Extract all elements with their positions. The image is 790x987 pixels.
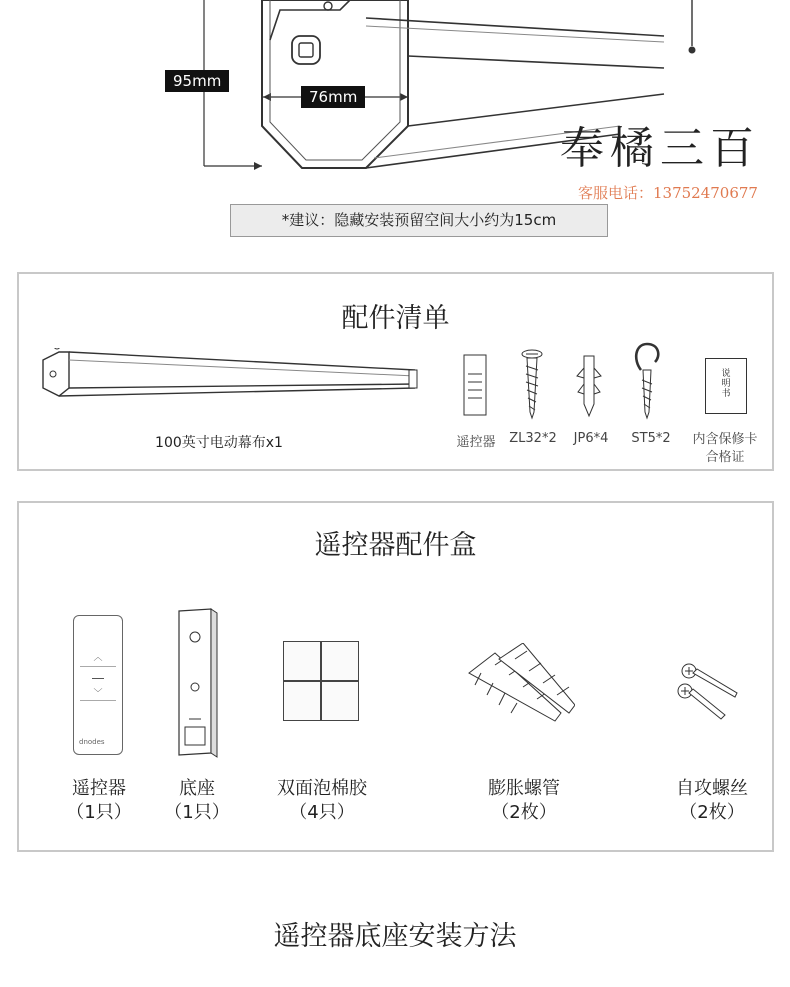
screen-tube-illustration: [39, 348, 439, 408]
item-label-manual-line1: 内含保修卡: [692, 432, 758, 447]
width-dimension-label: 76mm: [301, 86, 365, 108]
height-dimension-label: 95mm: [165, 70, 229, 92]
foam-tape-illustration: [283, 641, 359, 721]
item-caption-expansion: [471, 777, 577, 825]
item-label-zl32: ZL32*2: [509, 431, 557, 446]
remote-divider: [80, 666, 116, 667]
brand-logo: 奉橘三百: [560, 123, 760, 174]
screen-caption: 100英寸电动幕布x1: [155, 435, 283, 451]
service-phone: 客服电话：13752470677: [578, 184, 758, 202]
chevron-up-icon: ︿: [93, 653, 103, 663]
manual-book-text: 说明书: [721, 369, 731, 399]
item-label-st5: ST5*2: [631, 431, 671, 446]
install-method-title: 遥控器底座安装方法: [273, 921, 517, 952]
foam-pad: [283, 681, 321, 721]
accessory-list-title: 配件清单: [341, 303, 450, 334]
item-qty: （2枚）: [679, 802, 745, 823]
item-label-manual-line2: 合格证: [705, 450, 745, 465]
foam-pad: [321, 641, 359, 681]
expansion-tube-illustration: [465, 643, 575, 733]
remote-base-illustration: [165, 607, 245, 761]
item-qty: （1只）: [66, 802, 132, 823]
accessory-list-panel: [17, 272, 774, 471]
hook-screw-icon: [631, 340, 665, 420]
installation-note: *建议：隐藏安装预留空间大小约为15cm: [230, 204, 608, 237]
item-qty: （1只）: [164, 802, 230, 823]
item-name: 膨胀螺管: [488, 778, 560, 799]
item-caption-remote: [51, 777, 147, 825]
remote-box-title: 遥控器配件盒: [314, 530, 477, 561]
item-name: 双面泡棉胶: [277, 778, 367, 799]
item-name: 底座: [179, 778, 215, 799]
self-tapping-screw-illustration: [675, 661, 745, 721]
item-label-manual: [683, 431, 767, 467]
item-qty: （2枚）: [491, 802, 557, 823]
foam-pad: [321, 681, 359, 721]
item-qty: （4只）: [289, 802, 355, 823]
item-caption-screws: [659, 777, 765, 825]
item-label-jp6: JP6*4: [573, 431, 609, 446]
item-caption-foam: [257, 777, 387, 825]
remote-control-illustration: [73, 615, 123, 755]
remote-brand-text: dnodes: [79, 738, 105, 746]
remote-divider: [80, 700, 116, 701]
item-label-remote: 遥控器: [456, 435, 496, 450]
remote-icon: [463, 354, 489, 418]
chevron-down-icon: ﹀: [93, 689, 103, 699]
stop-icon: [92, 678, 104, 679]
item-caption-base: [155, 777, 239, 825]
manual-book-icon: [705, 358, 747, 414]
screw-icon: [517, 348, 547, 420]
foam-pad: [283, 641, 321, 681]
item-name: 自攻螺丝: [676, 778, 748, 799]
item-name: 遥控器: [72, 778, 126, 799]
wall-anchor-icon: [575, 354, 603, 418]
remote-accessory-box-panel: [17, 501, 774, 852]
